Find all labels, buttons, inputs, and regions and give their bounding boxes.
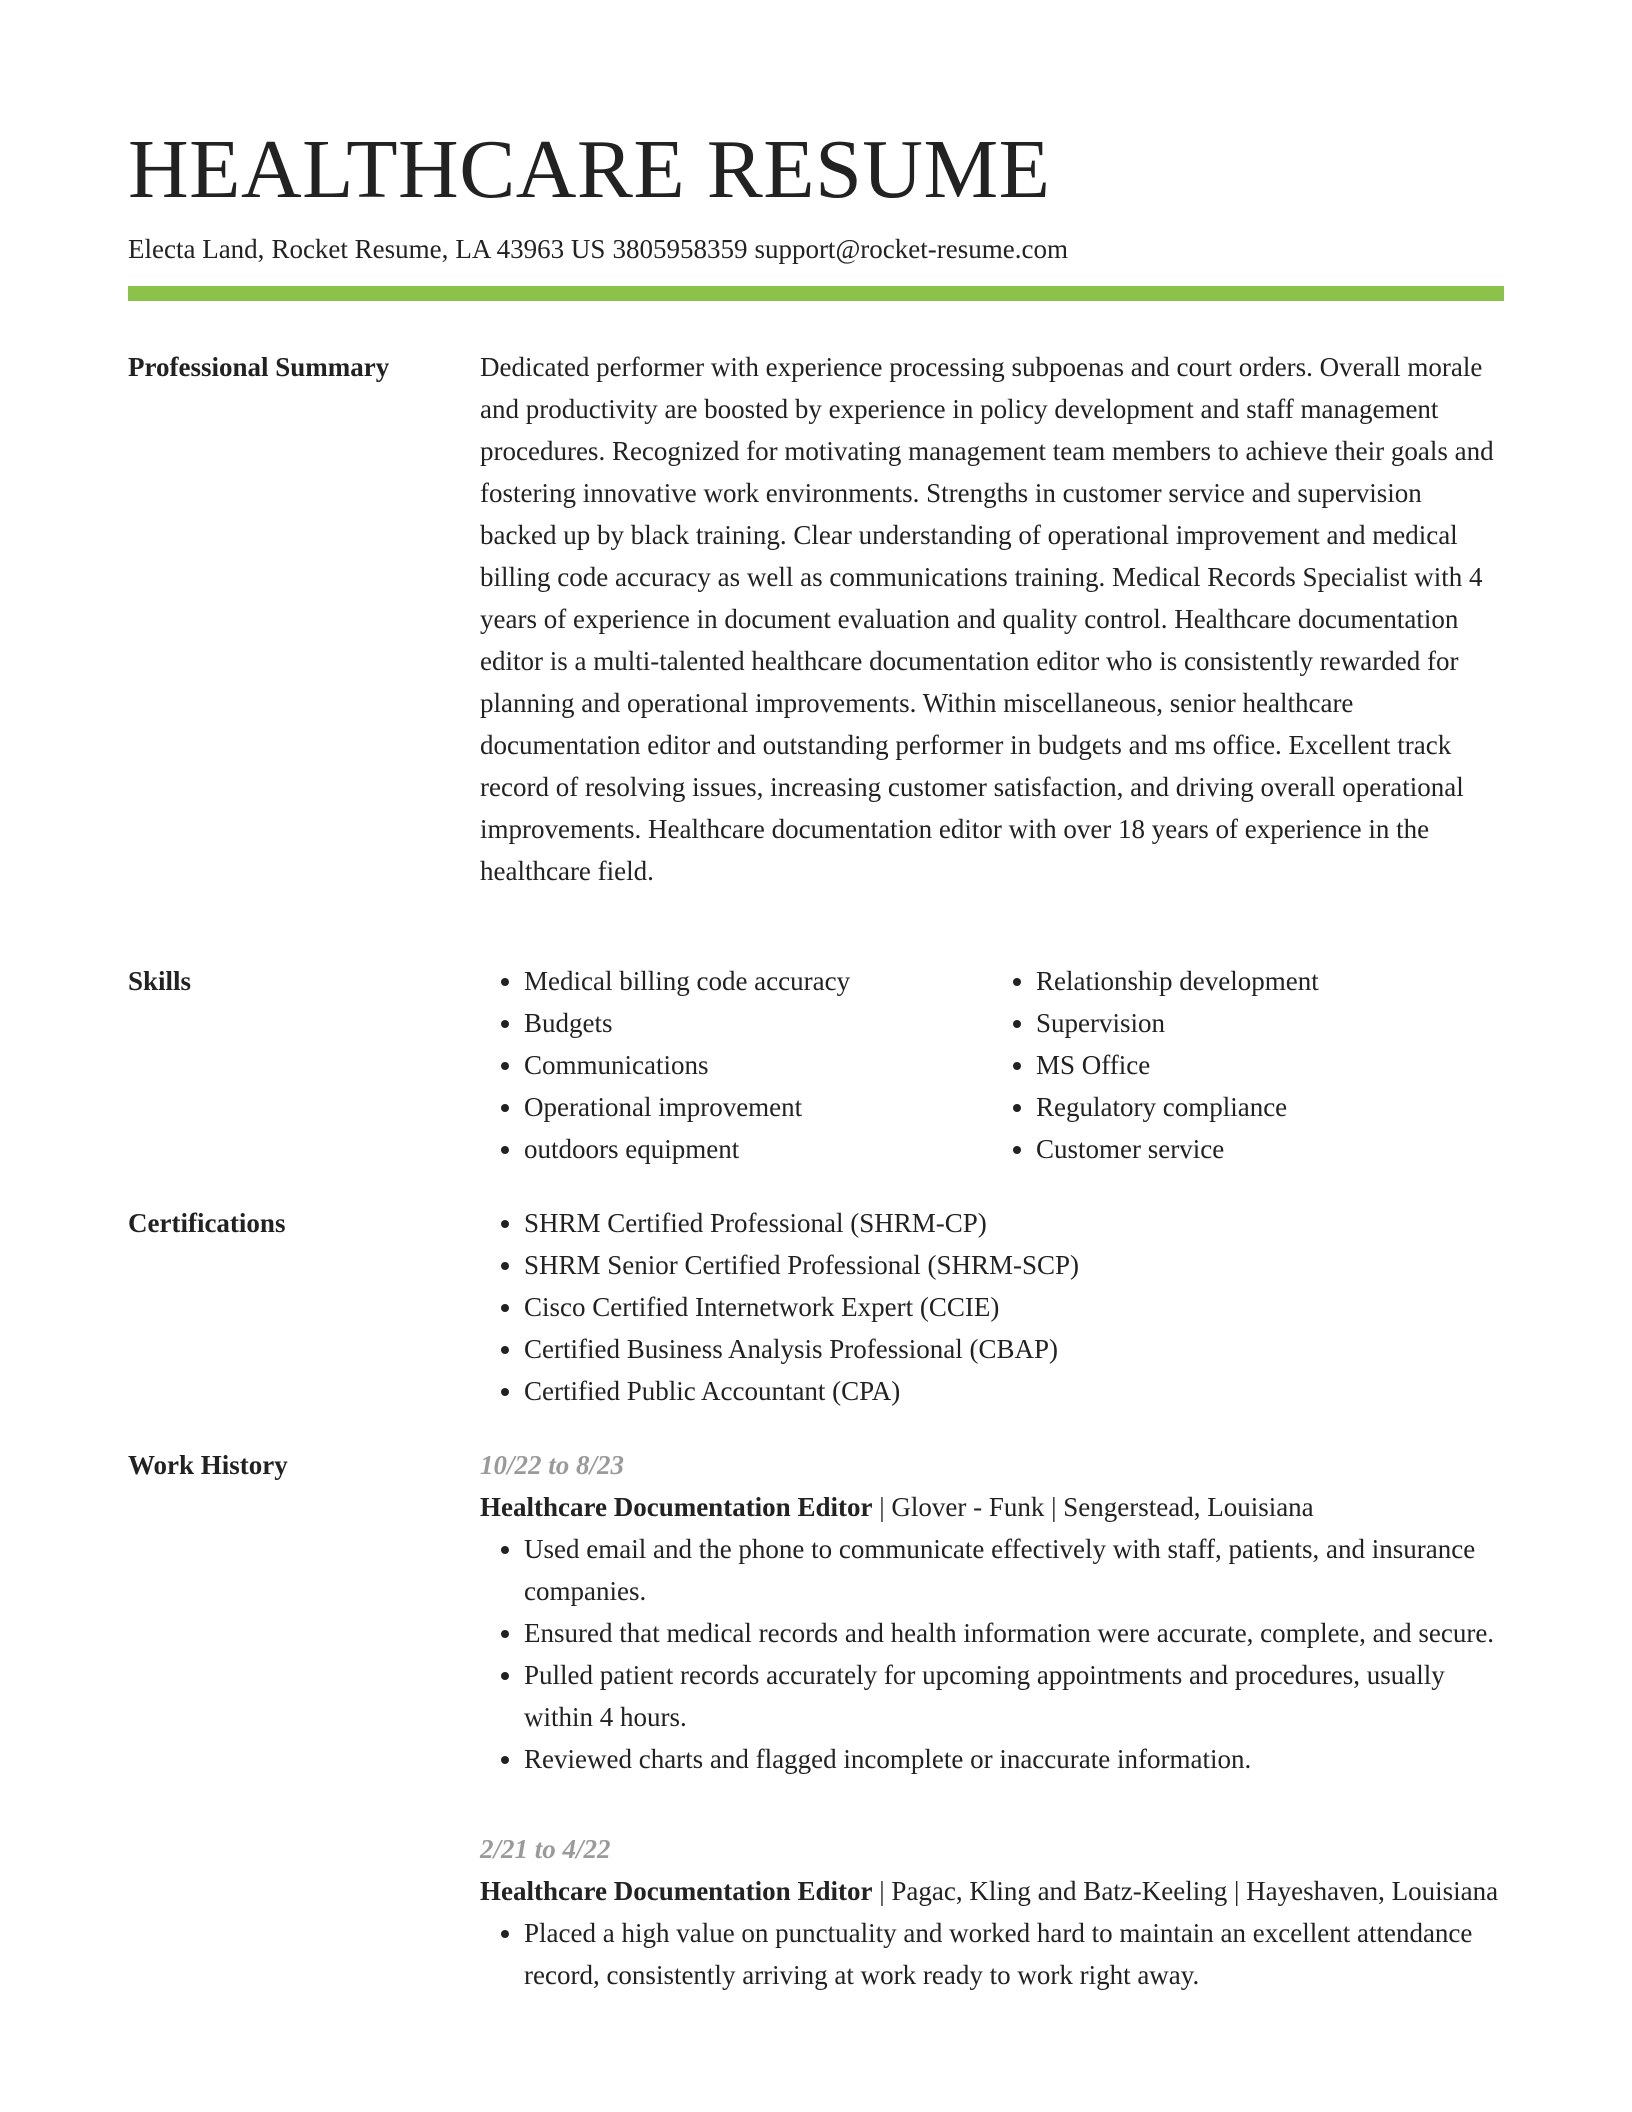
header-divider	[128, 286, 1504, 301]
job-bullet: • Ensured that medical records and health information were accurate, complete, and secure.	[524, 1612, 1504, 1654]
certifications-list	[480, 1202, 1504, 1412]
section-label-summary: Professional Summary	[128, 352, 390, 382]
job-heading	[480, 1870, 1504, 1912]
job-details: | Glover - Funk | Sengerstead, Louisiana	[872, 1492, 1314, 1522]
skill-item: • Budgets	[524, 1002, 992, 1044]
job-title: Healthcare Documentation Editor	[480, 1876, 873, 1906]
contact-name: Electa Land,	[128, 234, 265, 264]
skill-item: • Communications	[524, 1044, 992, 1086]
skill-item: • MS Office	[1036, 1044, 1504, 1086]
job-bullet: • Pulled patient records accurately for upcoming appointments and procedures, usually within 4 hours.	[524, 1654, 1504, 1738]
certification-item: • Certified Business Analysis Professional (CBAP)	[524, 1328, 1504, 1370]
job-heading	[480, 1486, 1504, 1528]
certifications-body	[480, 1202, 1504, 1412]
certification-item: • SHRM Senior Certified Professional (SHRM-SCP)	[524, 1244, 1504, 1286]
skills-body	[480, 960, 1504, 1170]
job-dates: 10/22 to 8/23	[480, 1450, 625, 1480]
contact-company: Rocket Resume,	[271, 234, 449, 264]
certification-item: • Cisco Certified Internetwork Expert (CCIE)	[524, 1286, 1504, 1328]
section-label-work-history: Work History	[128, 1450, 288, 1480]
contact-line	[128, 232, 1068, 266]
job-bullet: • Placed a high value on punctuality and worked hard to maintain an excellent attendance record, consistently arriving at work ready to work right away.	[524, 1912, 1504, 1996]
job-bullet: • Reviewed charts and flagged incomplete or inaccurate information.	[524, 1738, 1504, 1780]
skill-item: • Supervision	[1036, 1002, 1504, 1044]
skill-item: • Operational improvement	[524, 1086, 992, 1128]
skill-item: • Customer service	[1036, 1128, 1504, 1170]
skills-list-right	[992, 960, 1504, 1170]
job-title: Healthcare Documentation Editor	[480, 1492, 873, 1522]
job-entry	[480, 1444, 1504, 1780]
job-entry	[480, 1828, 1504, 1996]
contact-region: LA 43963 US	[455, 234, 606, 264]
job-details: | Pagac, Kling and Batz-Keeling | Hayeshaven, Louisiana	[872, 1876, 1499, 1906]
skill-item: • Relationship development	[1036, 960, 1504, 1002]
summary-text: Dedicated performer with experience processing subpoenas and court orders. Overall morale and productivity are boosted by experience in policy development and staff management procedures. Recognized for motivating management team members to achieve their goals and fostering innovative work environments. Strengths in customer service and supervision backed up by black training. Clear understanding of operational improvement and medical billing code accuracy as well as communications training. Medical Records Specialist with 4 years of experience in document evaluation and quality control. Healthcare documentation editor is a multi-talented healthcare documentation editor who is consistently rewarded for planning and operational improvements. Within miscellaneous, senior healthcare documentation editor and outstanding performer in budgets and ms office. Excellent track record of resolving issues, increasing customer satisfaction, and driving overall operational improvements. Healthcare documentation editor with over 18 years of experience in the healthcare field.	[480, 352, 1494, 886]
section-label-skills: Skills	[128, 966, 192, 996]
contact-phone: 3805958359	[612, 234, 748, 264]
section-label-certifications: Certifications	[128, 1208, 286, 1238]
certification-item: • SHRM Certified Professional (SHRM-CP)	[524, 1202, 1504, 1244]
resume-title: HEALTHCARE RESUME	[128, 123, 1051, 216]
job-bullets	[480, 1912, 1504, 1996]
job-bullets	[480, 1528, 1504, 1780]
summary-body	[480, 346, 1504, 892]
contact-email: support@rocket-resume.com	[754, 234, 1068, 264]
skill-item: • Medical billing code accuracy	[524, 960, 992, 1002]
skills-list-left	[480, 960, 992, 1170]
skill-item: • outdoors equipment	[524, 1128, 992, 1170]
certification-item: • Certified Public Accountant (CPA)	[524, 1370, 1504, 1412]
job-bullet: • Used email and the phone to communicate effectively with staff, patients, and insurance companies.	[524, 1528, 1504, 1612]
work-history-body	[480, 1444, 1504, 1996]
skills-columns	[480, 960, 1504, 1170]
job-dates: 2/21 to 4/22	[480, 1834, 611, 1864]
skill-item: • Regulatory compliance	[1036, 1086, 1504, 1128]
